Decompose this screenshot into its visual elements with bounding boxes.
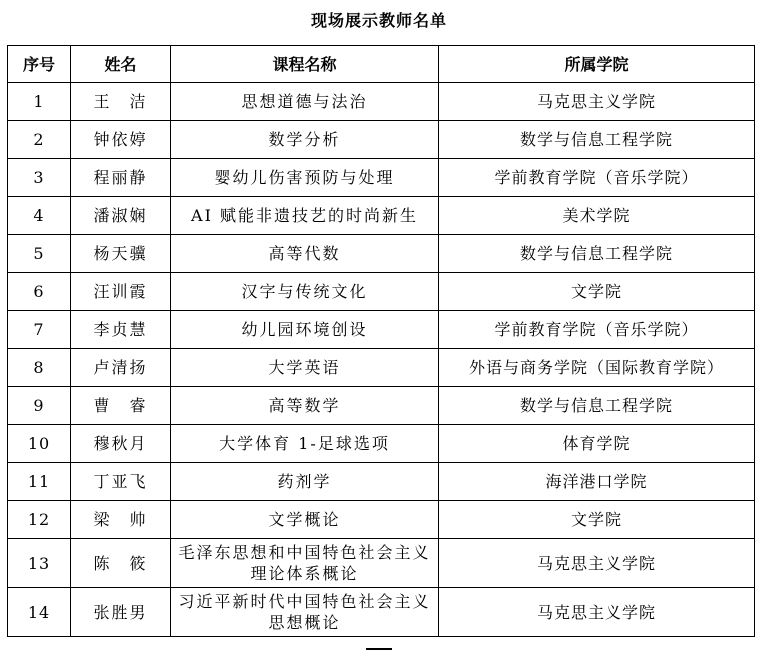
table-row bbox=[8, 349, 755, 387]
table-row bbox=[8, 197, 755, 235]
cell-college: 文学院 bbox=[439, 501, 755, 539]
cell-no: 8 bbox=[8, 349, 71, 387]
table-row bbox=[8, 425, 755, 463]
page-bottom-divider bbox=[366, 648, 392, 650]
cell-course: AI 赋能非遗技艺的时尚新生 bbox=[171, 197, 439, 235]
cell-name: 张胜男 bbox=[71, 588, 171, 637]
cell-course: 毛泽东思想和中国特色社会主义理论体系概论 bbox=[171, 539, 439, 588]
cell-name: 丁亚飞 bbox=[71, 463, 171, 501]
cell-no: 4 bbox=[8, 197, 71, 235]
cell-course: 习近平新时代中国特色社会主义思想概论 bbox=[171, 588, 439, 637]
cell-course: 汉字与传统文化 bbox=[171, 273, 439, 311]
cell-course: 数学分析 bbox=[171, 121, 439, 159]
cell-name: 钟依婷 bbox=[71, 121, 171, 159]
cell-course: 大学英语 bbox=[171, 349, 439, 387]
header-name: 姓名 bbox=[71, 46, 171, 83]
cell-name: 王 洁 bbox=[71, 83, 171, 121]
cell-college: 学前教育学院（音乐学院） bbox=[439, 159, 755, 197]
cell-no: 5 bbox=[8, 235, 71, 273]
cell-course: 高等代数 bbox=[171, 235, 439, 273]
table-row bbox=[8, 159, 755, 197]
cell-college: 马克思主义学院 bbox=[439, 539, 755, 588]
cell-college: 数学与信息工程学院 bbox=[439, 387, 755, 425]
document-title: 现场展示教师名单 bbox=[310, 11, 447, 30]
cell-name: 卢清扬 bbox=[71, 349, 171, 387]
cell-course: 文学概论 bbox=[171, 501, 439, 539]
cell-name: 穆秋月 bbox=[71, 425, 171, 463]
cell-name: 梁 帅 bbox=[71, 501, 171, 539]
table-row bbox=[8, 387, 755, 425]
cell-college: 数学与信息工程学院 bbox=[439, 121, 755, 159]
cell-name: 汪训霞 bbox=[71, 273, 171, 311]
cell-college: 文学院 bbox=[439, 273, 755, 311]
cell-no: 7 bbox=[8, 311, 71, 349]
cell-college: 马克思主义学院 bbox=[439, 588, 755, 637]
cell-name: 陈 筱 bbox=[71, 539, 171, 588]
cell-no: 6 bbox=[8, 273, 71, 311]
cell-college: 学前教育学院（音乐学院） bbox=[439, 311, 755, 349]
cell-name: 杨天骥 bbox=[71, 235, 171, 273]
cell-name: 李贞慧 bbox=[71, 311, 171, 349]
cell-college: 数学与信息工程学院 bbox=[439, 235, 755, 273]
cell-no: 13 bbox=[8, 539, 71, 588]
table-row bbox=[8, 463, 755, 501]
table-row bbox=[8, 539, 755, 588]
cell-no: 2 bbox=[8, 121, 71, 159]
table-header-row bbox=[8, 46, 755, 83]
teacher-list-table bbox=[7, 45, 755, 637]
cell-no: 3 bbox=[8, 159, 71, 197]
table-row bbox=[8, 501, 755, 539]
cell-name: 潘淑娴 bbox=[71, 197, 171, 235]
cell-no: 12 bbox=[8, 501, 71, 539]
cell-name: 程丽静 bbox=[71, 159, 171, 197]
cell-college: 外语与商务学院（国际教育学院） bbox=[439, 349, 755, 387]
cell-no: 11 bbox=[8, 463, 71, 501]
table-row bbox=[8, 588, 755, 637]
table-row bbox=[8, 311, 755, 349]
cell-no: 10 bbox=[8, 425, 71, 463]
cell-college: 海洋港口学院 bbox=[439, 463, 755, 501]
header-college: 所属学院 bbox=[439, 46, 755, 83]
table-row bbox=[8, 273, 755, 311]
table-row bbox=[8, 83, 755, 121]
cell-no: 9 bbox=[8, 387, 71, 425]
cell-course: 高等数学 bbox=[171, 387, 439, 425]
cell-college: 体育学院 bbox=[439, 425, 755, 463]
header-course: 课程名称 bbox=[171, 46, 439, 83]
cell-college: 美术学院 bbox=[439, 197, 755, 235]
cell-no: 1 bbox=[8, 83, 71, 121]
table-row bbox=[8, 235, 755, 273]
cell-course: 婴幼儿伤害预防与处理 bbox=[171, 159, 439, 197]
cell-name: 曹 睿 bbox=[71, 387, 171, 425]
header-no: 序号 bbox=[8, 46, 71, 83]
cell-course: 药剂学 bbox=[171, 463, 439, 501]
cell-college: 马克思主义学院 bbox=[439, 83, 755, 121]
cell-course: 大学体育 1-足球选项 bbox=[171, 425, 439, 463]
cell-course: 思想道德与法治 bbox=[171, 83, 439, 121]
cell-no: 14 bbox=[8, 588, 71, 637]
table-row bbox=[8, 121, 755, 159]
cell-course: 幼儿园环境创设 bbox=[171, 311, 439, 349]
